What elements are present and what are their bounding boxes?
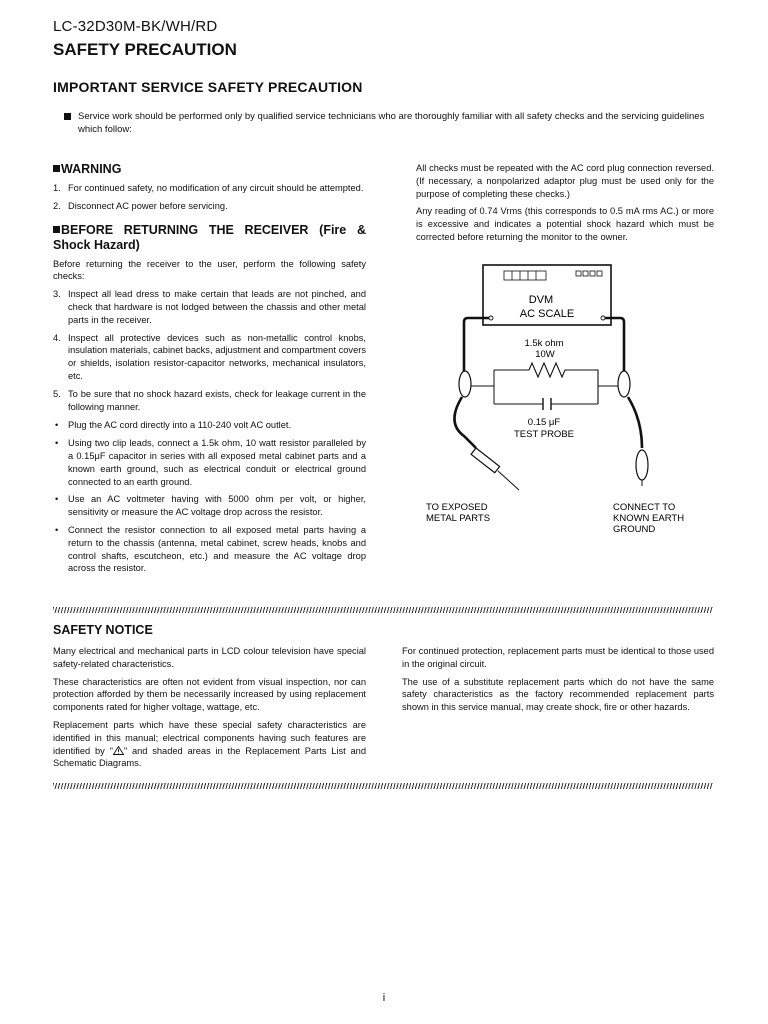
capacitor-label: 0.15 μF	[527, 417, 561, 428]
clip-left	[459, 371, 471, 397]
capacitor-symbol	[543, 398, 551, 410]
resistor-symbol	[494, 363, 598, 404]
square-bullet-icon	[64, 113, 71, 120]
resistor-value-label: 1.5k ohm	[524, 338, 564, 349]
test-probe-label: TEST PROBE	[513, 429, 575, 440]
wire	[464, 318, 489, 371]
notice-paragraph: Many electrical and mechanical parts in LCD colour television have special safety-related characteristics.	[53, 646, 366, 669]
reading-paragraph: Any reading of 0.74 Vrms (this corresponds to 0.5 mA rms AC.) or more is excessive and indicates a potential shock hazard which must be corrected before returning the monitor to the owner.	[416, 206, 714, 242]
ground-clip	[636, 450, 648, 480]
square-bullet-icon	[53, 165, 60, 172]
clip-right	[618, 371, 630, 397]
ac-scale-label: AC SCALE	[519, 308, 575, 320]
test-probe-icon	[471, 448, 519, 490]
list-item: • Connect the resistor connection to all exposed metal parts having a return to the chassis (antenna, metal cabinet, screw heads, knobs and control shafts, escutcheon, etc.) and measure the AC voltage drop across the resistor.	[55, 524, 366, 574]
square-bullet-icon	[53, 226, 60, 233]
warning-heading: WARNING	[53, 162, 366, 177]
list-item: 1. For continued safety, no modification of any circuit should be attempted.	[53, 183, 364, 193]
resistor-watt-label: 10W	[535, 349, 555, 360]
warning-triangle-icon	[113, 746, 124, 755]
list-item: 2. Disconnect AC power before servicing.	[53, 200, 228, 211]
warning-list	[53, 182, 366, 213]
dvm-label: DVM	[528, 294, 554, 306]
wire	[628, 397, 642, 448]
model-number: LC-32D30M-BK/WH/RD	[53, 18, 218, 35]
exposed-parts-label-1: TO EXPOSED	[426, 502, 488, 513]
divider	[53, 783, 713, 789]
list-item: • Use an AC voltmeter having with 5000 ohm per volt, or higher, sensitivity or measure the AC voltage drop across the resistor.	[55, 494, 366, 518]
right-column	[416, 162, 714, 249]
left-column	[53, 162, 366, 581]
earth-ground-label-1: CONNECT TO	[613, 502, 676, 513]
divider	[53, 607, 713, 613]
wire	[454, 397, 476, 448]
checks-list	[53, 288, 366, 413]
safety-notice-heading: SAFETY NOTICE	[53, 623, 153, 637]
before-returning-heading: BEFORE RETURNING THE RECEIVER (Fire & Shock Hazard)	[53, 222, 366, 252]
before-returning-intro: Before returning the receiver to the user, perform the following safety checks:	[53, 258, 366, 282]
list-item: • Plug the AC cord directly into a 110-240 volt AC outlet.	[55, 420, 292, 431]
list-item: • Using two clip leads, connect a 1.5k ohm, 10 watt resistor paralleled by a 0.15μF capacitor in series with all exposed metal cabinet parts and a known earth ground, such as electrical conduit or electrical ground connected to an earth ground.	[55, 438, 366, 487]
list-item: 3. Inspect all lead dress to make certain that leads are not pinched, and check that hardware is not lodged between the chassis and other metal parts in the receiver.	[53, 289, 366, 325]
page-title: SAFETY PRECAUTION	[53, 40, 237, 59]
page-number: i	[382, 992, 386, 1004]
notice-paragraph: These characteristics are often not evident from visual inspection, nor can protection afforded by them be necessarily increased by using replacement components rated for higher voltage, wattage, etc.	[53, 676, 366, 713]
earth-ground-label-3: GROUND	[613, 524, 656, 535]
exposed-parts-label-2: METAL PARTS	[426, 513, 491, 524]
procedure-bullets	[53, 419, 366, 575]
wire	[605, 318, 624, 371]
intro-text: Service work should be performed only by qualified service technicians who are thoroughly familiar with all safety checks and the servicing guidelines which follow:	[78, 111, 705, 135]
list-item: 5. To be sure that no shock hazard exists, check for leakage current in the following manner.	[53, 388, 366, 412]
earth-ground-label-2: KNOWN EARTH	[613, 513, 685, 524]
section-heading-important: IMPORTANT SERVICE SAFETY PRECAUTION	[53, 79, 363, 95]
notice-paragraph: For continued protection, replacement parts must be identical to those used in the original circuit.	[402, 646, 714, 669]
leakage-test-diagram	[416, 258, 716, 540]
repeat-checks-paragraph: All checks must be repeated with the AC cord plug connection reversed. (If necessary, a nonpolarized adaptor plug must be used only for the purpose of completing these checks.)	[416, 163, 714, 199]
notice-paragraph: Replacement parts which have these special safety characteristics are identified in this manual; electrical components having such features are identified by " " and shaded areas in the Replacement Parts List and Schematic Diagrams.	[53, 719, 366, 769]
notice-left-column	[53, 645, 366, 775]
notice-right-column	[402, 645, 714, 719]
intro-paragraph	[64, 110, 714, 136]
list-item: 4. Inspect all protective devices such as non-metallic control knobs, insulation materials, cabinet backs, adjustment and compartment covers or shields, isolation resistor-capacitor networks, mechanical insulators, etc.	[53, 332, 366, 381]
notice-paragraph: The use of a substitute replacement parts which do not have the same safety characteristics as the factory recommended replacement parts shown in this service manual, may create shock, fire or other hazards.	[402, 676, 714, 713]
